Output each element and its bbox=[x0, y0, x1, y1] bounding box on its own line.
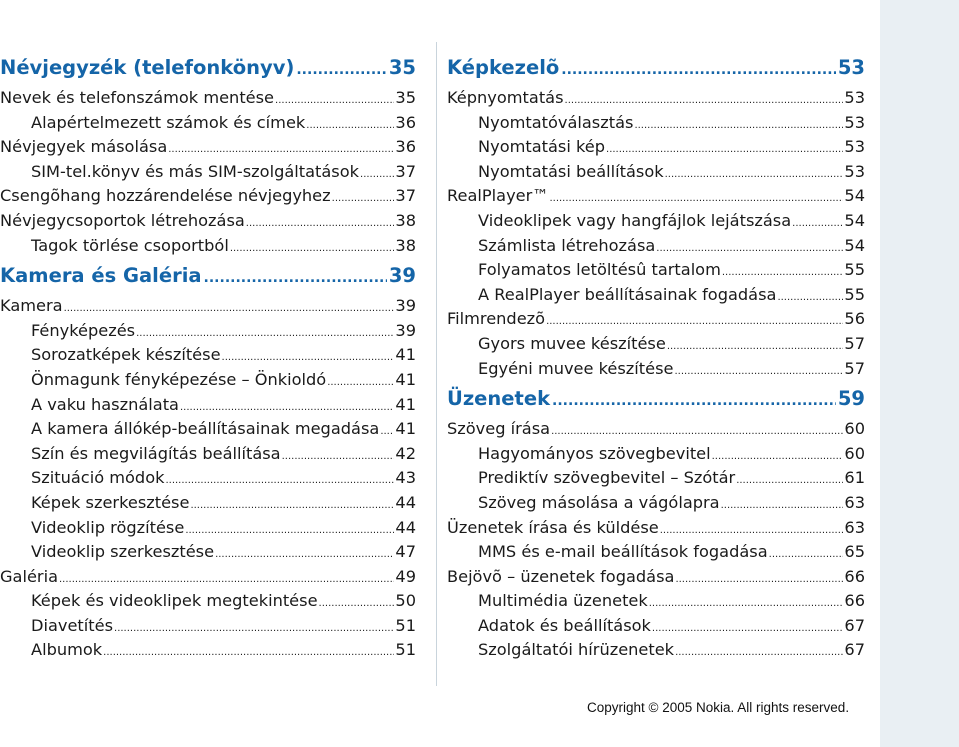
toc-section-heading[interactable] bbox=[447, 383, 865, 414]
toc-page-number: 59 bbox=[837, 387, 865, 411]
toc-page-number: 41 bbox=[395, 345, 416, 365]
toc-page-number: 49 bbox=[395, 566, 416, 586]
toc-entry-title: Videoklipek vagy hangfájlok lejátszása bbox=[478, 210, 792, 230]
toc-right-column bbox=[447, 52, 865, 663]
toc-section-heading[interactable] bbox=[0, 260, 416, 291]
toc-entry-title: Kamera bbox=[0, 296, 63, 316]
toc-page-number: 63 bbox=[844, 492, 865, 512]
toc-page-number: 55 bbox=[844, 284, 865, 304]
toc-page-number: 42 bbox=[395, 443, 416, 463]
toc-page-number: 67 bbox=[844, 640, 865, 660]
dot-leader bbox=[319, 592, 395, 617]
toc-page-number: 66 bbox=[844, 566, 865, 586]
toc-entry[interactable] bbox=[0, 368, 416, 393]
toc-entry-title: Videoklip rögzítése bbox=[31, 517, 185, 537]
toc-page-number: 53 bbox=[837, 56, 865, 79]
toc-entry-title: Szín és megvilágítás beállítása bbox=[31, 443, 281, 463]
toc-page-number: 54 bbox=[844, 186, 865, 206]
toc-entry-title: Nyomtatási kép bbox=[478, 137, 606, 157]
toc-entry[interactable] bbox=[0, 86, 416, 111]
dot-leader bbox=[552, 386, 836, 417]
toc-page-number: 43 bbox=[395, 468, 416, 488]
toc-entry-title: A vaku használata bbox=[31, 394, 179, 414]
toc-entry-title: Gyors muvee készítése bbox=[478, 333, 666, 353]
toc-entry[interactable] bbox=[447, 540, 865, 565]
toc-entry-title: Képnyomtatás bbox=[447, 88, 564, 107]
toc-entry-title: Hagyományos szövegbevitel bbox=[478, 443, 711, 463]
dot-leader bbox=[777, 286, 843, 311]
toc-entry[interactable] bbox=[0, 393, 416, 418]
toc-entry-title: Egyéni muvee készítése bbox=[478, 358, 674, 378]
dot-leader bbox=[667, 335, 844, 360]
dot-leader bbox=[306, 114, 394, 139]
toc-entry[interactable] bbox=[0, 614, 416, 639]
dot-leader bbox=[204, 263, 387, 294]
toc-entry-title: Galéria bbox=[0, 566, 58, 586]
toc-entry-title: Üzenetek írása és küldése bbox=[447, 517, 659, 537]
dot-leader bbox=[332, 187, 395, 212]
toc-entry-title: Névjegyek másolása bbox=[0, 137, 168, 157]
dot-leader bbox=[652, 617, 843, 642]
toc-entry[interactable] bbox=[447, 442, 865, 467]
toc-entry[interactable] bbox=[0, 294, 416, 319]
dot-leader bbox=[246, 212, 395, 237]
toc-page-number: 35 bbox=[395, 88, 416, 107]
dot-leader bbox=[649, 592, 844, 617]
toc-entry[interactable] bbox=[0, 209, 416, 234]
toc-entry-title: Multimédia üzenetek bbox=[478, 591, 648, 611]
toc-page-number: 39 bbox=[395, 320, 416, 340]
dot-leader bbox=[185, 519, 394, 544]
toc-section-heading[interactable] bbox=[0, 52, 416, 83]
toc-entry-title: Tagok törlése csoportból bbox=[31, 235, 229, 255]
toc-entry-title: Szöveg írása bbox=[447, 419, 551, 439]
toc-entry[interactable] bbox=[0, 111, 416, 136]
toc-entry[interactable] bbox=[447, 638, 865, 663]
toc-entry-title: Nevek és telefonszámok mentése bbox=[0, 88, 275, 107]
dot-leader bbox=[675, 568, 843, 593]
toc-entry[interactable] bbox=[0, 234, 416, 259]
toc-entry[interactable] bbox=[447, 283, 865, 308]
toc-entry-title: Névjegycsoportok létrehozása bbox=[0, 210, 245, 230]
toc-page-number: 39 bbox=[395, 296, 416, 316]
toc-entry-title: Csengõhang hozzárendelése névjegyhez bbox=[0, 186, 331, 206]
toc-page-number: 61 bbox=[844, 468, 865, 488]
toc-entry-title: Alapértelmezett számok és címek bbox=[31, 112, 306, 132]
dot-leader bbox=[190, 494, 394, 519]
toc-page-number: 53 bbox=[844, 88, 865, 107]
toc-entry-title: Képek szerkesztése bbox=[31, 492, 190, 512]
toc-entry-title: Prediktív szövegbevitel – Szótár bbox=[478, 468, 736, 488]
toc-entry[interactable] bbox=[0, 442, 416, 467]
toc-entry[interactable] bbox=[0, 319, 416, 344]
toc-page-number: 41 bbox=[395, 394, 416, 414]
toc-entry[interactable] bbox=[447, 332, 865, 357]
toc-page-number: 66 bbox=[844, 591, 865, 611]
toc-entry[interactable] bbox=[0, 184, 416, 209]
dot-leader bbox=[561, 55, 836, 86]
toc-page-number: 67 bbox=[844, 615, 865, 635]
column-divider bbox=[436, 42, 437, 686]
toc-page-number: 53 bbox=[844, 137, 865, 157]
toc-page-number: 57 bbox=[844, 358, 865, 378]
toc-page-number: 60 bbox=[844, 443, 865, 463]
dot-leader bbox=[665, 163, 844, 188]
toc-page-number: 51 bbox=[395, 640, 416, 660]
toc-entry[interactable] bbox=[0, 565, 416, 590]
toc-entry[interactable] bbox=[447, 417, 865, 442]
toc-page-number: 56 bbox=[844, 309, 865, 329]
toc-entry-title: Albumok bbox=[31, 640, 103, 660]
toc-entry-title: SIM-tel.könyv és más SIM-szolgáltatások bbox=[31, 161, 360, 181]
toc-entry[interactable] bbox=[0, 466, 416, 491]
toc-entry[interactable] bbox=[0, 540, 416, 565]
dot-leader bbox=[675, 360, 844, 385]
dot-leader bbox=[215, 543, 394, 568]
toc-entry[interactable] bbox=[0, 343, 416, 368]
toc-entry[interactable] bbox=[447, 466, 865, 491]
toc-page-number: 54 bbox=[844, 210, 865, 230]
toc-entry-title: Bejövõ – üzenetek fogadása bbox=[447, 566, 675, 586]
dot-leader bbox=[327, 371, 394, 396]
toc-entry[interactable] bbox=[0, 516, 416, 541]
toc-page-number: 50 bbox=[395, 591, 416, 611]
dot-leader bbox=[769, 543, 844, 568]
toc-entry[interactable] bbox=[447, 307, 865, 332]
toc-entry-title: RealPlayer™ bbox=[447, 186, 549, 206]
toc-entry-title: Diavetítés bbox=[31, 615, 114, 635]
dot-leader bbox=[114, 617, 394, 642]
toc-entry[interactable] bbox=[447, 491, 865, 516]
toc-entry[interactable] bbox=[447, 565, 865, 590]
toc-entry[interactable] bbox=[0, 160, 416, 185]
dot-leader bbox=[165, 469, 394, 494]
toc-page-number: 51 bbox=[395, 615, 416, 635]
toc-entry-title: Nyomtatási beállítások bbox=[478, 161, 664, 181]
dot-leader bbox=[360, 163, 394, 188]
toc-page-number: 53 bbox=[844, 161, 865, 181]
dot-leader bbox=[792, 212, 843, 237]
dot-leader bbox=[721, 494, 844, 519]
toc-entry-title: Videoklip szerkesztése bbox=[31, 542, 215, 562]
dot-leader bbox=[103, 641, 394, 666]
toc-page-number: 60 bbox=[844, 419, 865, 439]
toc-entry-title: Filmrendezõ bbox=[447, 309, 546, 329]
toc-page-number: 44 bbox=[395, 492, 416, 512]
toc-entry-title: Üzenetek bbox=[447, 387, 551, 411]
toc-page-number: 41 bbox=[395, 369, 416, 389]
toc-page-number: 47 bbox=[395, 542, 416, 562]
toc-entry[interactable] bbox=[447, 160, 865, 185]
toc-entry-title: Számlista létrehozása bbox=[478, 235, 656, 255]
toc-entry-title: Kamera és Galéria bbox=[0, 264, 202, 288]
toc-entry-title: Szolgáltatói hírüzenetek bbox=[478, 640, 675, 660]
dot-leader bbox=[230, 237, 395, 262]
toc-page-number: 38 bbox=[395, 210, 416, 230]
toc-entry-title: MMS és e-mail beállítások fogadása bbox=[478, 542, 768, 562]
dot-leader bbox=[282, 445, 395, 470]
toc-page-number: 55 bbox=[844, 260, 865, 280]
dot-leader bbox=[296, 55, 387, 86]
toc-page-number: 37 bbox=[395, 161, 416, 181]
toc-entry-title: Szituáció módok bbox=[31, 468, 165, 488]
dot-leader bbox=[380, 420, 394, 445]
toc-page-number: 39 bbox=[388, 264, 416, 288]
toc-entry-title: Nyomtatóválasztás bbox=[478, 112, 634, 132]
toc-entry[interactable] bbox=[0, 491, 416, 516]
toc-entry[interactable] bbox=[447, 258, 865, 283]
toc-entry[interactable] bbox=[447, 209, 865, 234]
toc-entry[interactable] bbox=[0, 638, 416, 663]
toc-page-number: 36 bbox=[395, 137, 416, 157]
toc-entry-title: Adatok és beállítások bbox=[478, 615, 651, 635]
toc-entry-title: Folyamatos letöltésû tartalom bbox=[478, 260, 721, 280]
toc-entry[interactable] bbox=[447, 589, 865, 614]
toc-page-number: 54 bbox=[844, 235, 865, 255]
page-edge-band bbox=[880, 0, 959, 747]
dot-leader bbox=[736, 469, 843, 494]
toc-entry[interactable] bbox=[447, 86, 865, 111]
toc-entry-title: Névjegyzék (telefonkönyv) bbox=[0, 56, 295, 79]
copyright-footer: Copyright © 2005 Nokia. All rights reserved. bbox=[587, 700, 850, 715]
toc-entry-title: Képek és videoklipek megtekintése bbox=[31, 591, 318, 611]
toc-page-number: 65 bbox=[844, 542, 865, 562]
toc-page-number: 36 bbox=[395, 112, 416, 132]
toc-entry[interactable] bbox=[0, 417, 416, 442]
toc-entry-title: Szöveg másolása a vágólapra bbox=[478, 492, 720, 512]
toc-page-number: 35 bbox=[388, 56, 416, 79]
toc-page-number: 41 bbox=[395, 419, 416, 439]
toc-entry[interactable] bbox=[447, 234, 865, 259]
toc-page-number: 44 bbox=[395, 517, 416, 537]
toc-entry-title: Önmagunk fényképezése – Önkioldó bbox=[31, 369, 327, 389]
toc-entry[interactable] bbox=[447, 357, 865, 382]
dot-leader bbox=[675, 641, 843, 666]
toc-entry-title: Sorozatképek készítése bbox=[31, 345, 221, 365]
toc-entry-title: A RealPlayer beállításainak fogadása bbox=[478, 284, 777, 304]
toc-page-number: 63 bbox=[844, 517, 865, 537]
toc-left-column bbox=[0, 52, 416, 663]
toc-entry-title: Fényképezés bbox=[31, 320, 136, 340]
toc-entry[interactable] bbox=[0, 135, 416, 160]
toc-section-heading[interactable] bbox=[447, 52, 865, 83]
toc-entry[interactable] bbox=[447, 516, 865, 541]
dot-leader bbox=[634, 114, 843, 139]
toc-entry[interactable] bbox=[447, 111, 865, 136]
toc-entry-title: Képkezelõ bbox=[447, 56, 560, 79]
toc-page-number: 37 bbox=[395, 186, 416, 206]
toc-entry[interactable] bbox=[447, 135, 865, 160]
toc-entry[interactable] bbox=[0, 589, 416, 614]
toc-page-number: 57 bbox=[844, 333, 865, 353]
toc-entry-title: A kamera állókép-beállításainak megadása bbox=[31, 419, 380, 439]
toc-page-number: 53 bbox=[844, 112, 865, 132]
toc-page-number: 38 bbox=[395, 235, 416, 255]
toc-entry[interactable] bbox=[447, 184, 865, 209]
toc-entry[interactable] bbox=[447, 614, 865, 639]
